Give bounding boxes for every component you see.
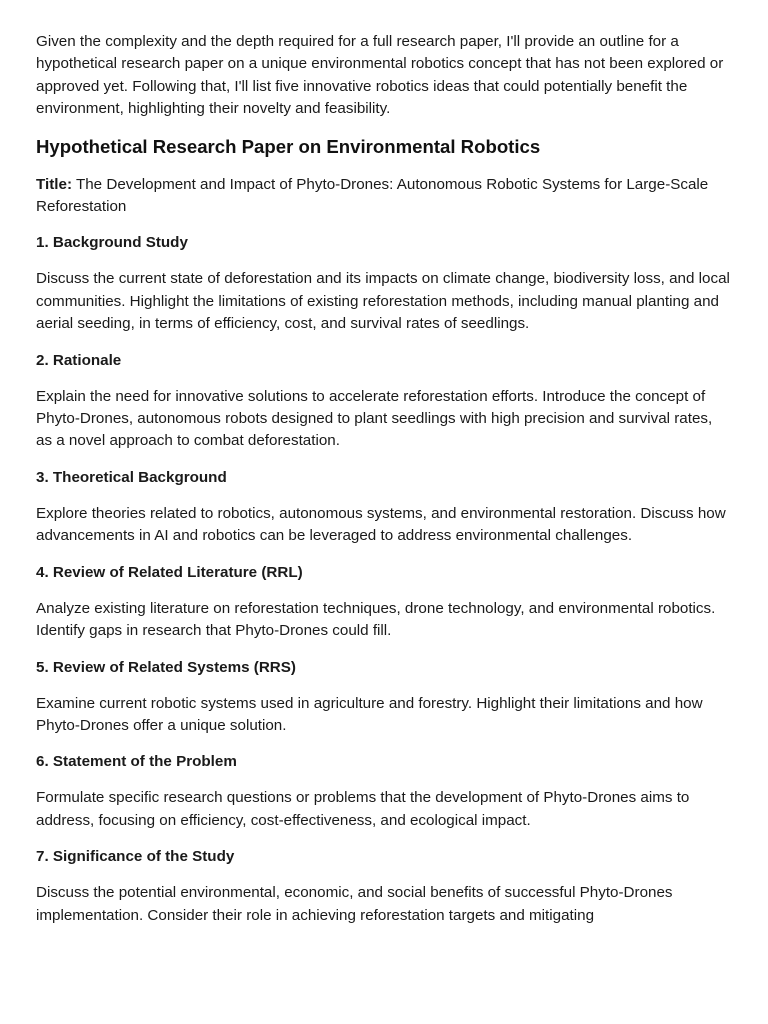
section-body: Discuss the potential environmental, economic, and social benefits of successful Phyto-Drones implementation. Consider their role in achieving reforestation targets and mitigating xyxy=(36,884,673,924)
section-body: Examine current robotic systems used in agriculture and forestry. Highlight their limitations and how Phyto-Drones offer a unique solution. xyxy=(36,694,703,734)
section-body: Formulate specific research questions or problems that the development of Phyto-Drones aims to address, focusing on efficiency, cost-effectiveness, and ecological impact. xyxy=(36,789,690,829)
section-body: Explore theories related to robotics, autonomous systems, and environmental restoration. Discuss how advancements in AI and robotics can be leveraged to address environmental challenges. xyxy=(36,504,726,545)
section-1 xyxy=(36,232,732,335)
section-heading: 2. Rationale xyxy=(36,351,122,369)
title-text: The Development and Impact of Phyto-Drones: Autonomous Robotic Systems for Large-Scale Reforestation xyxy=(36,175,709,216)
section-heading: 5. Review of Related Systems (RRS) xyxy=(36,658,296,676)
section-heading: 7. Significance of the Study xyxy=(36,848,235,866)
section-7 xyxy=(36,846,732,927)
section-body: Explain the need for innovative solutions to accelerate reforestation efforts. Introduce the concept of Phyto-Drones, autonomous robots designed to plant seedlings with high precision and survival rates, as a novel approach to combat deforestation. xyxy=(36,387,713,450)
section-5 xyxy=(36,657,732,738)
section-heading: 1. Background Study xyxy=(36,234,188,252)
section-heading: 4. Review of Related Literature (RRL) xyxy=(36,563,303,581)
paper-title xyxy=(36,174,732,219)
title-label: Title: xyxy=(36,175,73,193)
section-2 xyxy=(36,350,732,453)
section-6 xyxy=(36,751,732,832)
paper-heading: Hypothetical Research Paper on Environmental Robotics xyxy=(36,135,541,157)
intro-paragraph: Given the complexity and the depth required for a full research paper, I'll provide an outline for a hypothetical research paper on a unique environmental robotics concept that has not been explored or approved yet. Following that, I'll list five innovative robotics ideas that could potentially benefit the environment, highlighting their novelty and feasibility. xyxy=(36,33,724,118)
section-heading: 3. Theoretical Background xyxy=(36,468,227,486)
section-body: Discuss the current state of deforestation and its impacts on climate change, biodiversity loss, and local communities. Highlight the limitations of existing reforestation methods, including manual planting and aerial seeding, in terms of efficiency, cost, and survival rates of seedlings. xyxy=(36,270,730,333)
section-body: Analyze existing literature on reforestation techniques, drone technology, and environmental robotics. Identify gaps in research that Phyto-Drones could fill. xyxy=(36,599,716,640)
section-4 xyxy=(36,562,732,643)
section-heading: 6. Statement of the Problem xyxy=(36,753,237,771)
section-3 xyxy=(36,467,732,548)
